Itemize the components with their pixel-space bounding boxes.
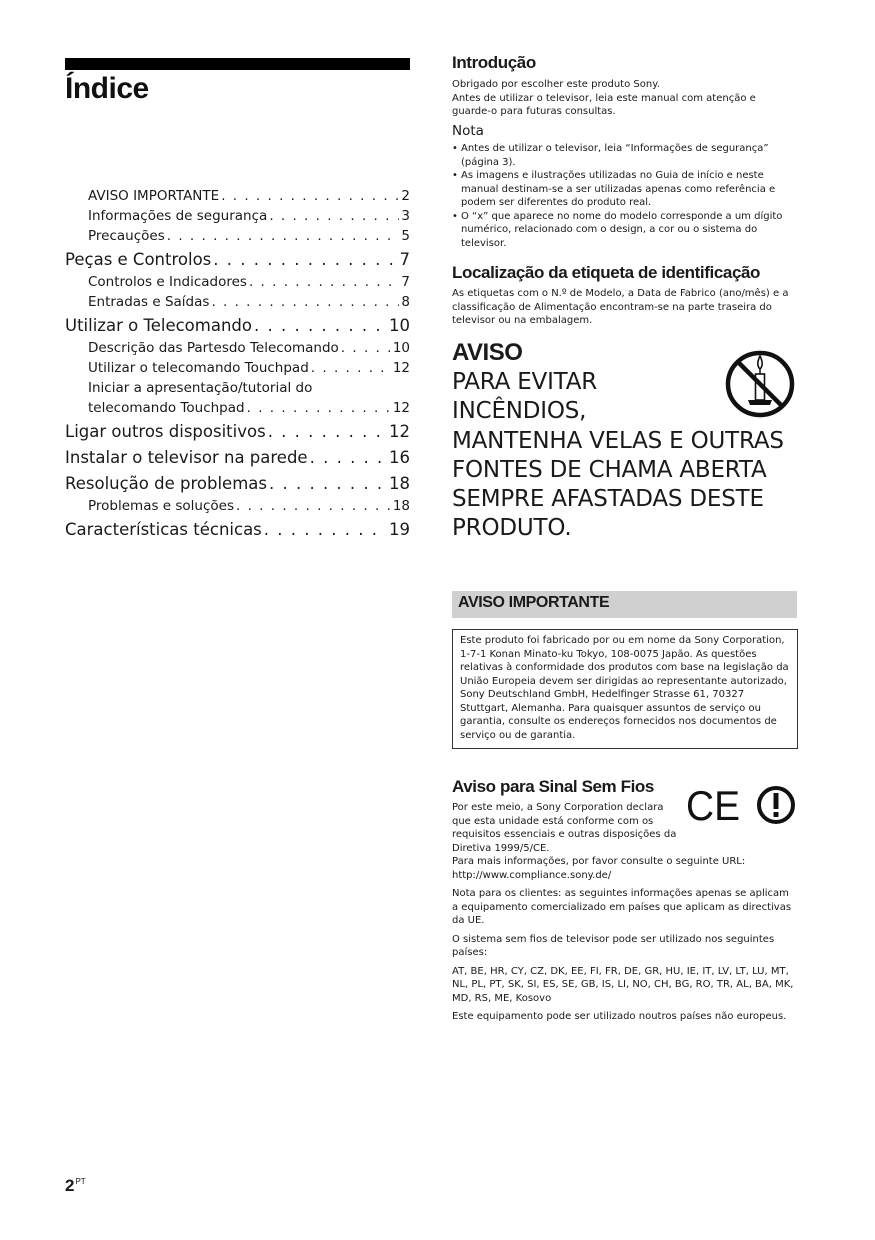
toc-entry[interactable]: AVISO IMPORTANTE . . . 2	[65, 186, 410, 206]
toc-section[interactable]: Ligar outros dispositivos . . . 12	[65, 419, 410, 444]
label-location-heading: Localização da etiqueta de identificação	[452, 263, 761, 282]
warning-text: PARA EVITAR INCÊNDIOS, MANTENHA VELAS E OUTRAS FONTES DE CHAMA ABERTA SEMPRE AFASTADAS DESTE PRODUTO.	[452, 369, 784, 542]
toc-section[interactable]: Resolução de problemas . . . 18	[65, 471, 410, 496]
wireless-declaration: Por este meio, a Sony Corporation declara que esta unidade está conforme com os requisitos essenciais e outras disposições da Diretiva 1999/5/CE.	[452, 802, 677, 854]
note-list	[452, 142, 797, 250]
toc-section[interactable]: Instalar o televisor na parede . . . 16	[65, 445, 410, 470]
toc-entry[interactable]: Precauções . . . 5	[65, 226, 410, 246]
toc-entry[interactable]: Informações de segurança . . . 3	[65, 206, 410, 226]
toc-entry[interactable]: Entradas e Saídas . . . 8	[65, 292, 410, 312]
note-item: • O “x” que aparece no nome do modelo corresponde a um dígito numérico, relacionado com o design, a cor ou o sistema do televisor.	[452, 210, 797, 251]
intro-text: Obrigado por escolher este produto Sony. Antes de utilizar o televisor, leia este manual com atenção e guarde-o para futuras consultas.	[452, 79, 756, 117]
wireless-heading: Aviso para Sinal Sem Fios	[452, 777, 654, 796]
toc-entry[interactable]: Utilizar o telecomando Touchpad . . . 12	[65, 358, 410, 378]
wireless-details: Para mais informações, por favor consulte o seguinte URL: http://www.compliance.sony.de/ Nota para os clientes: as seguintes informações apenas se aplicam a equipamento comercializado em países que aplicam as directivas da UE. O sistema sem fios de televisor pode ser utilizado nos seguintes países: AT, BE, HR, CY, CZ, DK, EE, FI, FR, DE, GR, HU, IE, IT, LV, LT, LU, MT, NL, PL, PT, SK, SI, ES, SE, GB, IS, LI, NO, CH, BG, RO, TR, AL, BA, MK, MD, RS, ME, Kosovo Este equipamento pode ser utilizado noutros países não europeus.	[452, 855, 797, 1029]
other-countries: Este equipamento pode ser utilizado noutros países não europeus.	[452, 1011, 787, 1022]
no-candle-icon	[724, 350, 796, 418]
toc-entry-line1[interactable]: Iniciar a apresentação/tutorial do	[88, 380, 313, 396]
intro-heading: Introdução	[452, 53, 536, 72]
svg-text:CE: CE	[686, 786, 740, 824]
eu-note: Nota para os clientes: as seguintes informações apenas se aplicam a equipamento comercializado em países que aplicam as directivas da UE.	[452, 888, 792, 926]
title-bar-decoration	[65, 58, 410, 70]
toc-entry[interactable]: Problemas e soluções . . . 18	[65, 496, 410, 516]
note-heading: Nota	[452, 123, 484, 139]
note-item: • Antes de utilizar o televisor, leia “Informações de segurança” (página 3).	[452, 142, 797, 169]
countries-intro: O sistema sem fios de televisor pode ser utilizado nos seguintes países:	[452, 933, 775, 958]
warning-title: AVISO	[452, 339, 523, 366]
compliance-url[interactable]: http://www.compliance.sony.de/	[452, 869, 612, 881]
important-notice-box: Este produto foi fabricado por ou em nome da Sony Corporation, 1-7-1 Konan Minato-ku Tokyo, 108-0075 Japão. As questões relativas à conformidade dos produtos com base na legislação da União Europeia devem ser dirigidas ao representante autorizado, Sony Deutschland GmbH, Hedelfinger Strasse 61, 70327 Stuttgart, Alemanha. Para quaisquer assuntos de serviço ou garantia, consulte os endereços fornecidos nos documentos de serviço ou de garantia.	[452, 629, 798, 749]
toc-entry[interactable]: telecomando Touchpad . . . 12	[65, 398, 410, 418]
important-heading: AVISO IMPORTANTE	[458, 594, 610, 611]
note-item: • As imagens e ilustrações utilizadas no Guia de início e neste manual destinam-se a ser utilizadas apenas como referência e podem ser diferentes do produto real.	[452, 169, 797, 210]
toc-entry[interactable]: Descrição das Partesdo Telecomando . . . 10	[65, 338, 410, 358]
toc-entry[interactable]: Controlos e Indicadores . . . 7	[65, 272, 410, 292]
index-title: Índice	[65, 72, 149, 105]
toc-section[interactable]: Características técnicas . . . 19	[65, 517, 410, 542]
label-location-text: As etiquetas com o N.º de Modelo, a Data de Fabrico (ano/mês) e a classificação de Alimentação encontram-se na parte traseira do televisor ou na embalagem.	[452, 288, 789, 326]
page-number: $2^{PT}$	[65, 1176, 86, 1195]
toc-section[interactable]: Utilizar o Telecomando . . . 10	[65, 313, 410, 338]
table-of-contents	[65, 186, 410, 542]
toc-section[interactable]: Peças e Controlos . . . 7	[65, 247, 410, 272]
country-list: AT, BE, HR, CY, CZ, DK, EE, FI, FR, DE, GR, HU, IE, IT, LV, LT, LU, MT, NL, PL, PT, SK, SI, ES, SE, GB, IS, LI, NO, CH, BG, RO, TR, AL, BA, MK, MD, RS, ME, Kosovo	[452, 965, 794, 1004]
alert-class-icon	[756, 785, 796, 825]
ce-mark-icon	[686, 786, 742, 824]
